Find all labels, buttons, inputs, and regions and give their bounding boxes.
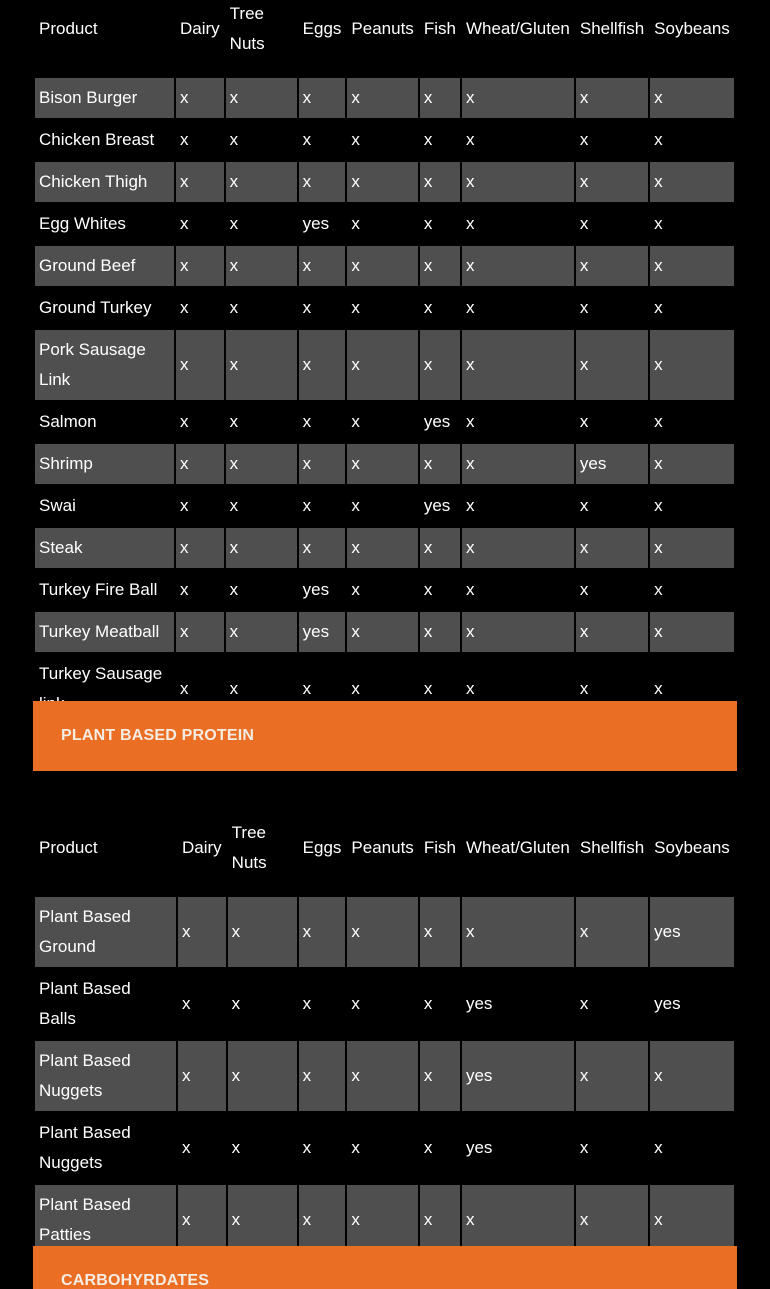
allergen-value-cell: x bbox=[465, 214, 475, 233]
column-header: Soybeans bbox=[654, 19, 730, 38]
allergen-value-cell: x bbox=[420, 1041, 460, 1111]
allergen-value-cell: x bbox=[180, 298, 189, 317]
animal-protein-allergen-table bbox=[33, 0, 736, 726]
column-header: Wheat/Gluten bbox=[465, 19, 570, 38]
allergen-value-cell: x bbox=[299, 78, 346, 118]
column-header: Eggs bbox=[302, 838, 342, 857]
allergen-value-cell: x bbox=[178, 1185, 226, 1255]
allergen-value-cell: x bbox=[462, 897, 574, 967]
column-header: Peanuts bbox=[351, 838, 414, 857]
allergen-value-cell: x bbox=[420, 528, 460, 568]
product-name-cell: Salmon bbox=[39, 412, 97, 431]
allergen-value-cell: x bbox=[420, 78, 460, 118]
table-row bbox=[35, 969, 734, 1039]
allergen-value-cell: x bbox=[299, 1185, 346, 1255]
table-row bbox=[35, 330, 734, 400]
allergen-value-cell: x bbox=[176, 162, 224, 202]
plant-protein-allergen-table bbox=[33, 816, 736, 1257]
column-header: Dairy bbox=[182, 838, 222, 857]
table-row bbox=[35, 1185, 734, 1255]
table-row bbox=[35, 120, 734, 160]
allergen-value-cell: x bbox=[462, 78, 574, 118]
allergen-value-cell: x bbox=[176, 78, 224, 118]
allergen-value-cell: x bbox=[650, 528, 734, 568]
allergen-value-cell: x bbox=[299, 330, 346, 400]
allergen-value-cell: x bbox=[423, 994, 433, 1013]
allergen-value-cell: x bbox=[347, 162, 417, 202]
table-row bbox=[35, 246, 734, 286]
allergen-value-cell: x bbox=[465, 412, 475, 431]
allergen-value-cell: x bbox=[180, 214, 189, 233]
allergen-value-cell: x bbox=[650, 78, 734, 118]
table-header-row bbox=[35, 818, 734, 878]
allergen-value-cell: x bbox=[576, 897, 648, 967]
table-row bbox=[35, 78, 734, 118]
allergen-value-cell: x bbox=[180, 412, 189, 431]
allergen-value-cell: x bbox=[347, 612, 417, 652]
allergen-value-cell: x bbox=[351, 679, 360, 698]
allergen-value-cell: x bbox=[229, 580, 239, 599]
section-header-carbohydrates: CARBOHYRDATES bbox=[33, 1246, 737, 1289]
allergen-value-cell: x bbox=[182, 994, 191, 1013]
allergen-value-cell: x bbox=[347, 330, 417, 400]
allergen-value-cell: x bbox=[302, 679, 312, 698]
product-name-cell: Shrimp bbox=[35, 444, 174, 484]
allergen-value-cell: x bbox=[576, 246, 648, 286]
allergen-value-cell: x bbox=[650, 612, 734, 652]
allergen-value-cell: x bbox=[654, 496, 663, 515]
allergen-value-cell: yes bbox=[465, 994, 493, 1013]
product-name-cell: Plant Based Ground bbox=[35, 897, 176, 967]
product-name-cell: Pork Sausage Link bbox=[35, 330, 174, 400]
allergen-value-cell: x bbox=[351, 994, 360, 1013]
allergen-value-cell: x bbox=[579, 214, 589, 233]
column-header: Shellfish bbox=[579, 838, 645, 857]
allergen-value-cell: x bbox=[347, 444, 417, 484]
allergen-value-cell: x bbox=[576, 612, 648, 652]
allergen-value-cell: x bbox=[229, 679, 239, 698]
allergen-value-cell: x bbox=[228, 1185, 297, 1255]
allergen-value-cell: x bbox=[180, 496, 189, 515]
allergen-value-cell: x bbox=[178, 1041, 226, 1111]
header-spacer bbox=[35, 61, 734, 76]
allergen-value-cell: x bbox=[576, 330, 648, 400]
allergen-value-cell: x bbox=[576, 1041, 648, 1111]
table-row bbox=[35, 204, 734, 244]
allergen-value-cell: x bbox=[579, 298, 589, 317]
allergen-value-cell: x bbox=[650, 1185, 734, 1255]
allergen-value-cell: x bbox=[650, 1041, 734, 1111]
allergen-value-cell: x bbox=[226, 78, 297, 118]
allergen-value-cell: x bbox=[302, 412, 312, 431]
allergen-value-cell: x bbox=[229, 214, 239, 233]
allergen-value-cell: x bbox=[462, 612, 574, 652]
product-name-cell: Chicken Breast bbox=[39, 130, 155, 149]
product-name-cell: Plant Based Nuggets bbox=[35, 1041, 176, 1111]
allergen-value-cell: x bbox=[176, 612, 224, 652]
allergen-value-cell: x bbox=[420, 444, 460, 484]
allergen-value-cell: x bbox=[462, 246, 574, 286]
allergen-value-cell: x bbox=[462, 330, 574, 400]
allergen-value-cell: x bbox=[299, 162, 346, 202]
allergen-value-cell: x bbox=[231, 994, 241, 1013]
allergen-value-cell: x bbox=[347, 1185, 417, 1255]
product-name-cell: Plant Based Patties bbox=[35, 1185, 176, 1255]
allergen-value-cell: x bbox=[650, 330, 734, 400]
product-name-cell: Plant Based Nuggets bbox=[39, 1123, 131, 1172]
allergen-value-cell: x bbox=[351, 298, 360, 317]
allergen-value-cell: x bbox=[347, 897, 417, 967]
allergen-value-cell: x bbox=[180, 679, 189, 698]
allergen-value-cell: x bbox=[650, 162, 734, 202]
allergen-value-cell: x bbox=[654, 214, 663, 233]
allergen-value-cell: yes bbox=[423, 412, 451, 431]
allergen-value-cell: x bbox=[462, 528, 574, 568]
section-header-plant-based-protein: PLANT BASED PROTEIN bbox=[33, 701, 737, 771]
allergen-value-cell: x bbox=[420, 246, 460, 286]
allergen-value-cell: x bbox=[228, 1041, 297, 1111]
allergen-value-cell: yes bbox=[465, 1138, 493, 1157]
product-name-cell: Turkey Fire Ball bbox=[39, 580, 158, 599]
allergen-value-cell: x bbox=[423, 580, 433, 599]
allergen-value-cell: yes bbox=[423, 496, 451, 515]
allergen-value-cell: x bbox=[654, 580, 663, 599]
allergen-value-cell: x bbox=[420, 897, 460, 967]
allergen-value-cell: x bbox=[176, 528, 224, 568]
allergen-value-cell: x bbox=[579, 679, 589, 698]
allergen-value-cell: yes bbox=[299, 612, 346, 652]
allergen-value-cell: x bbox=[299, 897, 346, 967]
allergen-value-cell: x bbox=[462, 444, 574, 484]
allergen-value-cell: yes bbox=[576, 444, 648, 484]
allergen-value-cell: x bbox=[302, 298, 312, 317]
column-header: Peanuts bbox=[351, 19, 414, 38]
allergen-value-cell: x bbox=[302, 1138, 312, 1157]
table-row bbox=[35, 444, 734, 484]
column-header: Fish bbox=[423, 838, 456, 857]
allergen-value-cell: x bbox=[420, 330, 460, 400]
allergen-value-cell: x bbox=[420, 162, 460, 202]
allergen-value-cell: x bbox=[579, 412, 589, 431]
table-row bbox=[35, 1113, 734, 1183]
allergen-value-cell: yes bbox=[462, 1041, 574, 1111]
allergen-value-cell: x bbox=[226, 528, 297, 568]
allergen-value-cell: yes bbox=[302, 214, 330, 233]
allergen-value-cell: x bbox=[347, 1041, 417, 1111]
allergen-value-cell: x bbox=[302, 994, 312, 1013]
table-row bbox=[35, 1041, 734, 1111]
column-header: Fish bbox=[423, 19, 456, 38]
allergen-value-cell: x bbox=[654, 298, 663, 317]
allergen-value-cell: x bbox=[226, 444, 297, 484]
allergen-value-cell: x bbox=[182, 1138, 191, 1157]
product-name-cell: Turkey Sausage bbox=[39, 664, 163, 683]
product-name-cell: Ground Beef bbox=[35, 246, 174, 286]
allergen-value-cell: x bbox=[180, 130, 189, 149]
allergen-value-cell: x bbox=[226, 162, 297, 202]
allergen-value-cell: x bbox=[650, 444, 734, 484]
allergen-value-cell: x bbox=[579, 994, 589, 1013]
allergen-value-cell: x bbox=[178, 897, 226, 967]
allergen-value-cell: x bbox=[299, 1041, 346, 1111]
allergen-value-cell: x bbox=[226, 612, 297, 652]
header-spacer bbox=[35, 880, 734, 895]
allergen-value-cell: x bbox=[299, 444, 346, 484]
allergen-value-cell: x bbox=[423, 679, 433, 698]
table-row bbox=[35, 288, 734, 328]
allergen-value-cell: x bbox=[579, 580, 589, 599]
allergen-value-cell: x bbox=[423, 298, 433, 317]
allergen-value-cell: x bbox=[576, 528, 648, 568]
product-name-cell: Turkey Meatball bbox=[35, 612, 174, 652]
allergen-value-cell: x bbox=[579, 130, 589, 149]
allergen-value-cell: x bbox=[176, 246, 224, 286]
allergen-value-cell: x bbox=[423, 1138, 433, 1157]
column-header: Tree Nuts bbox=[231, 823, 267, 872]
table-row bbox=[35, 486, 734, 526]
allergen-value-cell: x bbox=[176, 330, 224, 400]
allergen-value-cell: x bbox=[226, 246, 297, 286]
allergen-value-cell: x bbox=[229, 412, 239, 431]
column-header: Eggs bbox=[302, 19, 342, 38]
allergen-value-cell: x bbox=[351, 580, 360, 599]
column-header: Dairy bbox=[180, 19, 220, 38]
allergen-value-cell: x bbox=[347, 78, 417, 118]
product-name-cell: Bison Burger bbox=[35, 78, 174, 118]
allergen-value-cell: x bbox=[351, 130, 360, 149]
allergen-value-cell: x bbox=[176, 444, 224, 484]
allergen-value-cell: x bbox=[465, 580, 475, 599]
allergen-value-cell: x bbox=[351, 1138, 360, 1157]
allergen-value-cell: yes bbox=[302, 580, 330, 599]
allergen-value-cell: x bbox=[654, 412, 663, 431]
allergen-value-cell: x bbox=[465, 130, 475, 149]
allergen-value-cell: x bbox=[654, 130, 663, 149]
allergen-value-cell: x bbox=[229, 130, 239, 149]
allergen-value-cell: x bbox=[423, 214, 433, 233]
allergen-value-cell: x bbox=[465, 298, 475, 317]
product-name-cell: Ground Turkey bbox=[39, 298, 152, 317]
table-row bbox=[35, 570, 734, 610]
product-name-cell: Steak bbox=[35, 528, 174, 568]
table-row bbox=[35, 612, 734, 652]
allergen-value-cell: x bbox=[351, 412, 360, 431]
column-header: Soybeans bbox=[654, 838, 730, 857]
allergen-value-cell: x bbox=[576, 1185, 648, 1255]
table-row bbox=[35, 528, 734, 568]
product-name-cell: Plant Based Balls bbox=[39, 979, 131, 1028]
allergen-value-cell: x bbox=[576, 162, 648, 202]
allergen-value-cell: x bbox=[302, 130, 312, 149]
column-header: Product bbox=[39, 19, 98, 38]
product-name-cell: Swai bbox=[39, 496, 76, 515]
allergen-value-cell: x bbox=[347, 246, 417, 286]
allergen-value-cell: x bbox=[654, 1138, 663, 1157]
allergen-value-cell: x bbox=[351, 214, 360, 233]
allergen-value-cell: x bbox=[420, 612, 460, 652]
allergen-value-cell: x bbox=[228, 897, 297, 967]
allergen-value-cell: x bbox=[299, 246, 346, 286]
allergen-value-cell: x bbox=[579, 1138, 589, 1157]
table-row bbox=[35, 402, 734, 442]
allergen-value-cell: yes bbox=[654, 994, 681, 1013]
product-name-cell: Egg Whites bbox=[39, 214, 126, 233]
allergen-value-cell: x bbox=[351, 496, 360, 515]
column-header: Wheat/Gluten bbox=[465, 838, 570, 857]
allergen-value-cell: x bbox=[462, 162, 574, 202]
allergen-value-cell: x bbox=[180, 580, 189, 599]
allergen-value-cell: x bbox=[462, 1185, 574, 1255]
allergen-value-cell: x bbox=[420, 1185, 460, 1255]
allergen-value-cell: x bbox=[229, 298, 239, 317]
allergen-value-cell: x bbox=[654, 679, 663, 698]
allergen-value-cell: x bbox=[579, 496, 589, 515]
allergen-value-cell: x bbox=[302, 496, 312, 515]
allergen-value-cell: x bbox=[576, 78, 648, 118]
product-name-cell: Chicken Thigh bbox=[35, 162, 174, 202]
allergen-value-cell: yes bbox=[650, 897, 734, 967]
allergen-value-cell: x bbox=[226, 330, 297, 400]
table-header-row bbox=[35, 0, 734, 59]
allergen-value-cell: x bbox=[465, 496, 475, 515]
allergen-value-cell: x bbox=[423, 130, 433, 149]
allergen-value-cell: x bbox=[465, 679, 475, 698]
allergen-value-cell: x bbox=[650, 246, 734, 286]
allergen-value-cell: x bbox=[299, 528, 346, 568]
allergen-value-cell: x bbox=[347, 528, 417, 568]
allergen-value-cell: x bbox=[231, 1138, 241, 1157]
table-row bbox=[35, 162, 734, 202]
allergen-value-cell: x bbox=[229, 496, 239, 515]
table-row bbox=[35, 897, 734, 967]
column-header: Tree Nuts bbox=[229, 4, 265, 53]
column-header: Shellfish bbox=[579, 19, 645, 38]
column-header: Product bbox=[39, 838, 98, 857]
